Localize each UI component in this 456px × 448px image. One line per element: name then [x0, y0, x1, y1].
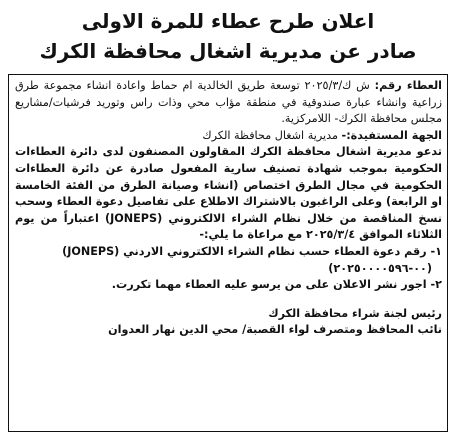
announcement-subtitle: صادر عن مديرية اشغال محافظة الكرك — [39, 39, 417, 63]
tender-label: العطاء رقم: — [374, 79, 443, 92]
spacer — [15, 294, 442, 306]
list-item-2: ٢- اجور نشر الاعلان على من يرسو عليه العطاء مهما تكررت. — [111, 278, 442, 292]
announcement-title: اعلان طرح عطاء للمرة الاولى — [81, 9, 375, 33]
beneficiary-paragraph — [15, 128, 442, 145]
beneficiary-text: مديرية اشغال محافظة الكرك — [202, 128, 338, 142]
list-item-1-number: (٠٠-٢٠٢٥٠٠٠٠٥٩٦) — [328, 261, 432, 275]
signature-title: رئيس لجنة شراء محافظة الكرك — [268, 306, 442, 320]
signature-name: نائب المحافظ ومتصرف لواء القصبة/ محي الدين نهار العدوان — [108, 323, 442, 337]
tender-text: ش ك/٢٠٢٥/٣ توسعة طريق الخالدية ام حماط واعادة انشاء مجموعة طرق زراعية وانشاء عبارة صندوقية في منطقة مؤاب محي وذات راس وتوريد فرشيات/مشاريع مجلس محافظة الكرك- اللامركزية. — [15, 79, 442, 126]
invitation-paragraph: تدعو مديرية اشغال محافظة الكرك المقاولون المصنفون لدى دائرة العطاءات الحكومية بموجب شهادة تصنيف سارية المفعول صادرة عن دائرة العطاءات الحكومية في مجال الطرق اختصاص (انشاء وصيانة الطرق من الفئة الخامسة او الرابعة) وعلى الراغبون بالاشتراك الاطلاع على تفاصيل دعوة العطاء وسحب نسخ المناقصة من خلال نظام الشراء الالكتروني (JONEPS) اعتباراً من يوم الثلاثاء الموافق ٢٠٢٥/٣/٤ مع مراعاة ما يلي:- — [15, 145, 443, 242]
tender-paragraph — [15, 78, 442, 128]
list-item-1: ١- رقم دعوة العطاء حسب نظام الشراء الالكتروني الاردني (JONEPS) — [62, 244, 442, 258]
announcement-body-box — [8, 74, 448, 432]
announcement-header — [8, 6, 448, 66]
beneficiary-label: الجهة المستفيدة:- — [341, 128, 442, 142]
